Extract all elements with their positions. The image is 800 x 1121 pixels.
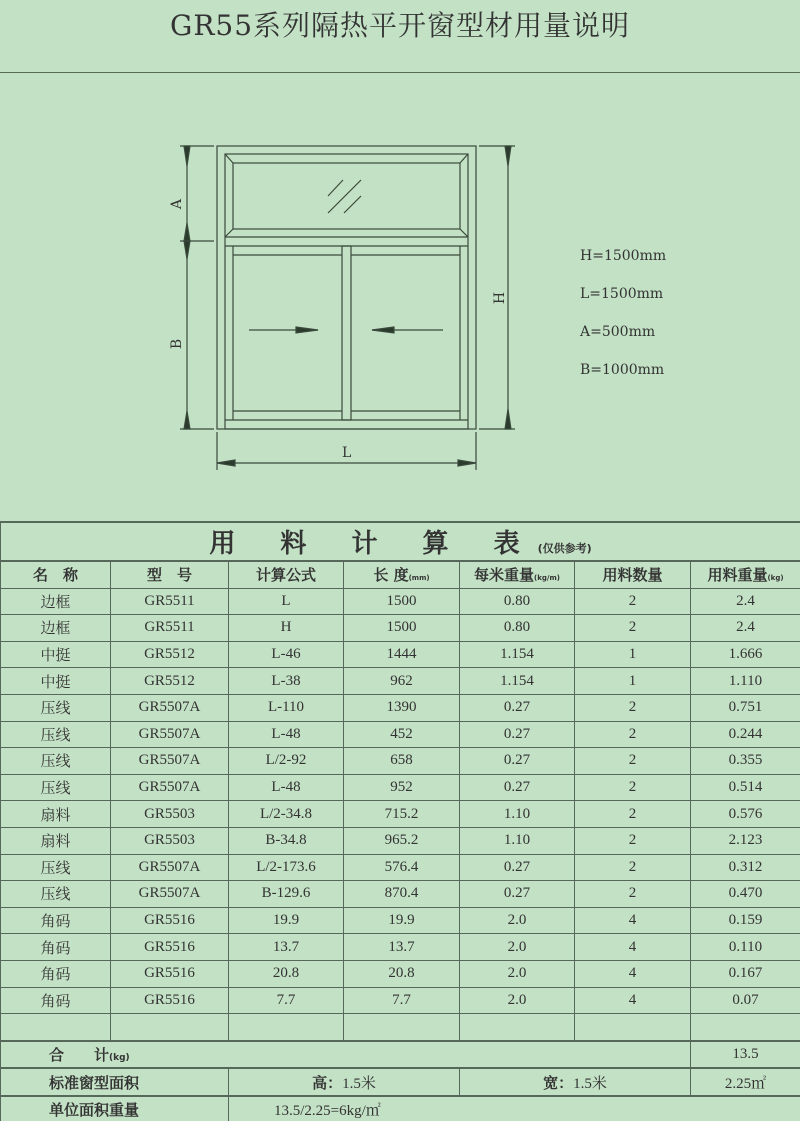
table-cell: 0.312: [691, 854, 800, 881]
area-row: 标准窗型面积 高：1.5米 宽：1.5米 2.25㎡: [1, 1068, 800, 1096]
table-cell: 2: [575, 588, 691, 615]
table-row-empty: [1, 1014, 800, 1041]
table-cell: L-46: [229, 641, 344, 668]
table-cell: 2: [575, 615, 691, 642]
table-cell: 870.4: [344, 881, 460, 908]
table-row: [1, 721, 800, 748]
table-cell: 2.0: [460, 907, 575, 934]
table-cell: 0.27: [460, 854, 575, 881]
table-cell: GR5516: [111, 934, 229, 961]
table-cell: 4: [575, 907, 691, 934]
table-cell: L/2-173.6: [229, 854, 344, 881]
table-cell: 1500: [344, 588, 460, 615]
dim-l-value: L=1500mm: [580, 286, 664, 302]
table-cell: GR5507A: [111, 774, 229, 801]
table-cell: 13.7: [229, 934, 344, 961]
area-value: 2.25㎡: [691, 1068, 800, 1096]
window-diagram: [0, 0, 800, 520]
table-cell: 1.110: [691, 668, 800, 695]
column-header: 型 号: [111, 561, 229, 588]
table-cell: GR5507A: [111, 721, 229, 748]
table-cell: 0.576: [691, 801, 800, 828]
dim-label-l: L: [342, 445, 352, 461]
table-row: [1, 694, 800, 721]
table-row: [1, 907, 800, 934]
table-cell: 角码: [1, 987, 111, 1014]
table-cell: GR5507A: [111, 694, 229, 721]
table-cell: 7.7: [344, 987, 460, 1014]
table-cell: 2: [575, 721, 691, 748]
table-cell: 角码: [1, 907, 111, 934]
dim-a-value: A=500mm: [580, 324, 656, 340]
table-cell: 13.7: [344, 934, 460, 961]
table-cell: 1.154: [460, 641, 575, 668]
table-cell: 压线: [1, 854, 111, 881]
table-cell: 0.355: [691, 748, 800, 775]
table-cell: 2: [575, 801, 691, 828]
table-cell: 1390: [344, 694, 460, 721]
table-cell: 0.751: [691, 694, 800, 721]
table-cell: 2: [575, 694, 691, 721]
table-cell: 边框: [1, 615, 111, 642]
table-cell: H: [229, 615, 344, 642]
table-cell: 658: [344, 748, 460, 775]
table-row: [1, 588, 800, 615]
table-cell: GR5507A: [111, 854, 229, 881]
table-cell: 中挺: [1, 668, 111, 695]
table-cell: 2.0: [460, 960, 575, 987]
table-cell: 0.159: [691, 907, 800, 934]
table-cell: 1.10: [460, 801, 575, 828]
table-cell: 0.470: [691, 881, 800, 908]
table-row: [1, 960, 800, 987]
table-cell: 1: [575, 641, 691, 668]
table-row: [1, 987, 800, 1014]
glass-mark-icon: [328, 180, 361, 213]
table-cell: 0.27: [460, 748, 575, 775]
table-cell: 965.2: [344, 827, 460, 854]
sash-arrow-right-icon: [249, 327, 318, 333]
unit-weight-row: 单位面积重量 13.5/2.25=6kg/㎡: [1, 1096, 800, 1121]
table-cell: 1: [575, 668, 691, 695]
table-cell: L/2-34.8: [229, 801, 344, 828]
table-row: [1, 934, 800, 961]
table-cell: 4: [575, 934, 691, 961]
table-cell: 20.8: [344, 960, 460, 987]
table-cell: 角码: [1, 934, 111, 961]
table-cell: 715.2: [344, 801, 460, 828]
table-cell: 压线: [1, 748, 111, 775]
column-header: 每米重量(kg/m): [460, 561, 575, 588]
table-cell: L-48: [229, 774, 344, 801]
table-header-row: [1, 561, 800, 588]
table-cell: 2: [575, 827, 691, 854]
table-cell: 2.0: [460, 987, 575, 1014]
table-cell: GR5511: [111, 615, 229, 642]
table-cell: 4: [575, 960, 691, 987]
table-row: [1, 854, 800, 881]
table-cell: GR5507A: [111, 748, 229, 775]
table-cell: 0.27: [460, 721, 575, 748]
table-cell: 中挺: [1, 641, 111, 668]
table-cell: GR5503: [111, 801, 229, 828]
table-cell: 0.27: [460, 881, 575, 908]
column-header: 长 度(mm): [344, 561, 460, 588]
table-cell: 576.4: [344, 854, 460, 881]
table-cell: GR5503: [111, 827, 229, 854]
table-cell: 20.8: [229, 960, 344, 987]
table-cell: 2: [575, 854, 691, 881]
table-cell: 压线: [1, 721, 111, 748]
column-header: 名 称: [1, 561, 111, 588]
table-cell: 19.9: [229, 907, 344, 934]
table-row: [1, 748, 800, 775]
table-cell: GR5516: [111, 960, 229, 987]
table-cell: L/2-92: [229, 748, 344, 775]
table-cell: GR5516: [111, 987, 229, 1014]
table-cell: L-110: [229, 694, 344, 721]
table-cell: 1444: [344, 641, 460, 668]
unit-weight-value: 13.5/2.25=6kg/㎡: [229, 1096, 800, 1121]
table-cell: L-38: [229, 668, 344, 695]
window-frame: [217, 146, 476, 429]
dim-b-value: B=1000mm: [580, 362, 665, 378]
dim-h-value: H=1500mm: [580, 248, 667, 264]
table-cell: 0.514: [691, 774, 800, 801]
table-row: [1, 827, 800, 854]
table-cell: 1.666: [691, 641, 800, 668]
table-cell: 19.9: [344, 907, 460, 934]
table-cell: 扇料: [1, 801, 111, 828]
table-cell: GR5512: [111, 668, 229, 695]
table-cell: 2.0: [460, 934, 575, 961]
table-cell: B-34.8: [229, 827, 344, 854]
table-cell: 0.80: [460, 588, 575, 615]
table-cell: 2.4: [691, 615, 800, 642]
table-cell: 2.4: [691, 588, 800, 615]
table-cell: 952: [344, 774, 460, 801]
table-cell: L-48: [229, 721, 344, 748]
table-row: [1, 615, 800, 642]
table-cell: 0.07: [691, 987, 800, 1014]
table-cell: GR5516: [111, 907, 229, 934]
table-title: 用 料 计 算 表(仅供参考): [1, 522, 800, 561]
total-row: 合 计(kg) 13.5: [1, 1041, 800, 1069]
table-cell: 压线: [1, 774, 111, 801]
column-header: 计算公式: [229, 561, 344, 588]
table-cell: GR5511: [111, 588, 229, 615]
table-row: [1, 774, 800, 801]
table-cell: 1.154: [460, 668, 575, 695]
table-row: [1, 668, 800, 695]
sash-arrow-left-icon: [372, 327, 443, 333]
column-header: 用料数量: [575, 561, 691, 588]
table-cell: 角码: [1, 960, 111, 987]
table-cell: 2: [575, 748, 691, 775]
table-cell: 压线: [1, 881, 111, 908]
total-value: 13.5: [691, 1041, 800, 1069]
table-row: [1, 641, 800, 668]
table-cell: 扇料: [1, 827, 111, 854]
table-cell: 2: [575, 881, 691, 908]
dim-label-a: A: [169, 198, 186, 210]
table-cell: L: [229, 588, 344, 615]
table-cell: 0.110: [691, 934, 800, 961]
dim-label-b: B: [169, 338, 186, 350]
material-table: [0, 521, 800, 1121]
table-cell: 压线: [1, 694, 111, 721]
table-cell: GR5507A: [111, 881, 229, 908]
table-cell: 边框: [1, 588, 111, 615]
table-cell: 0.27: [460, 774, 575, 801]
table-cell: 452: [344, 721, 460, 748]
table-cell: 2: [575, 774, 691, 801]
table-row: [1, 881, 800, 908]
dim-label-h: H: [492, 291, 509, 305]
table-cell: 1500: [344, 615, 460, 642]
table-cell: B-129.6: [229, 881, 344, 908]
table-cell: 0.27: [460, 694, 575, 721]
table-cell: GR5512: [111, 641, 229, 668]
page-title: GR55系列隔热平开窗型材用量说明: [169, 9, 631, 42]
table-cell: 2.123: [691, 827, 800, 854]
table-cell: 0.80: [460, 615, 575, 642]
table-cell: 962: [344, 668, 460, 695]
table-cell: 0.244: [691, 721, 800, 748]
column-header: 用料重量(kg): [691, 561, 800, 588]
dimension-lines: [180, 146, 515, 470]
table-cell: 0.167: [691, 960, 800, 987]
table-row: [1, 801, 800, 828]
table-cell: 4: [575, 987, 691, 1014]
table-cell: 7.7: [229, 987, 344, 1014]
table-cell: 1.10: [460, 827, 575, 854]
